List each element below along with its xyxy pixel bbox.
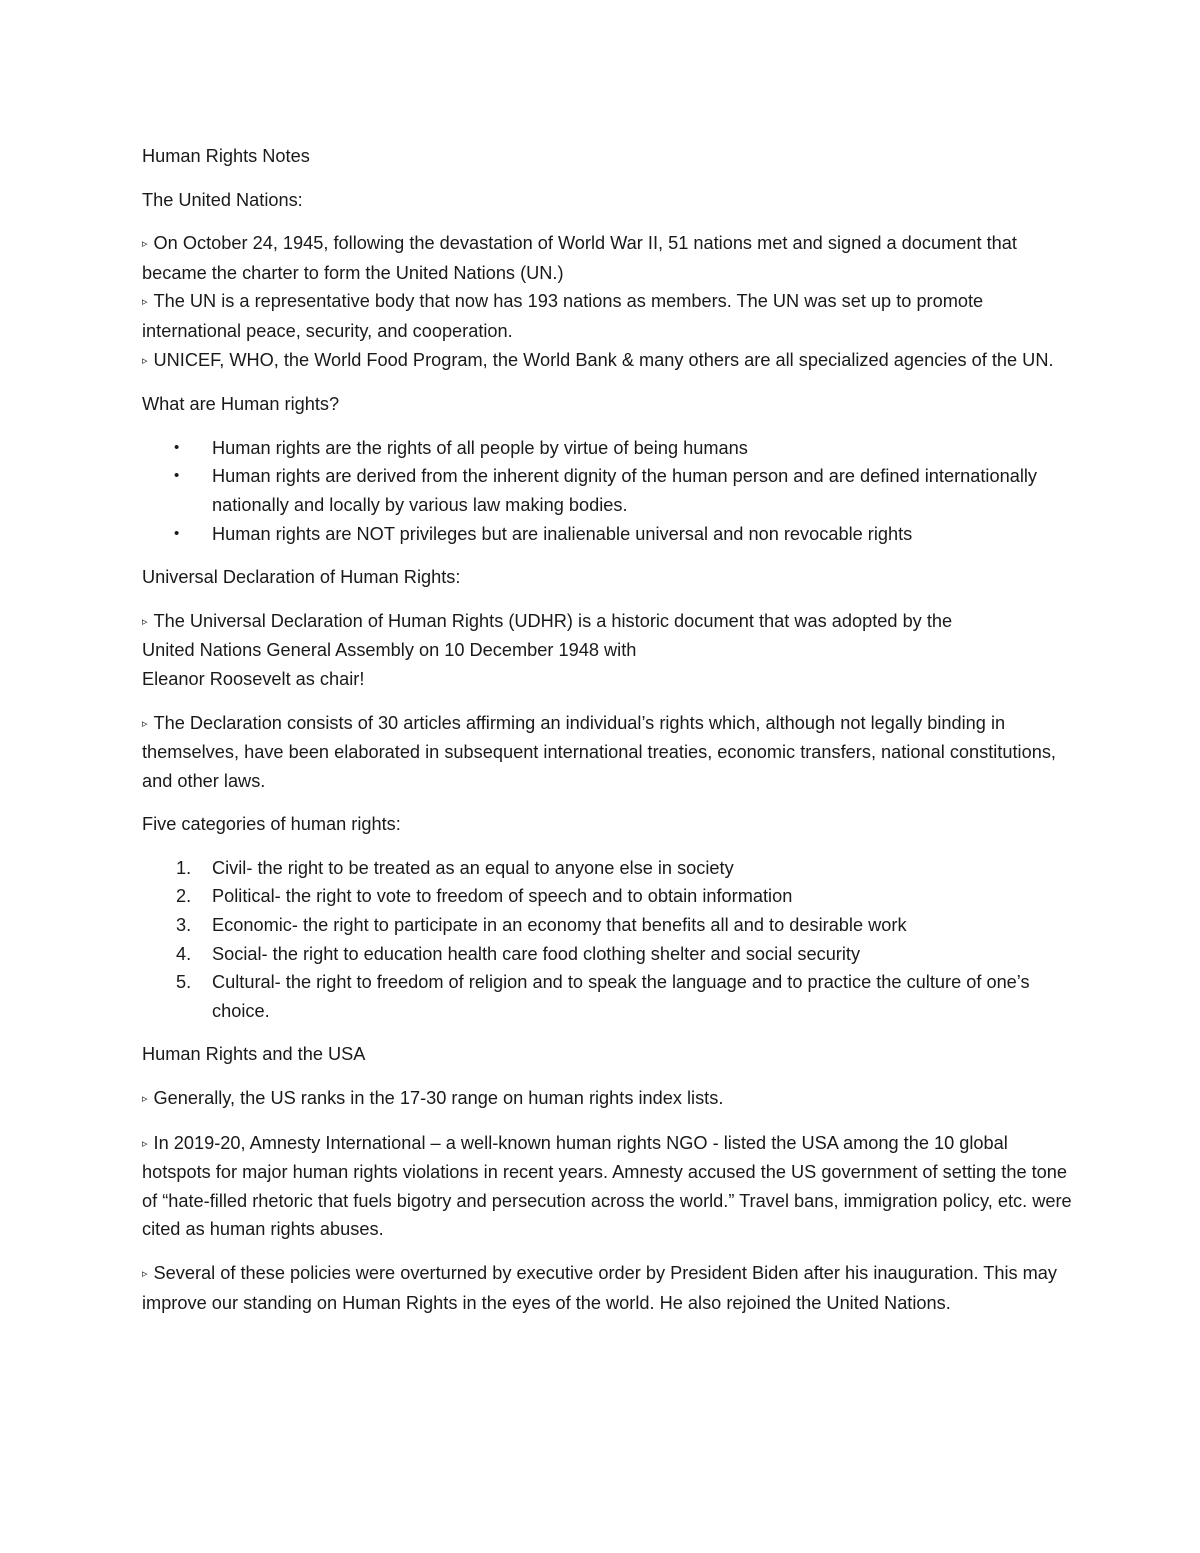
usa-paragraph: ▹ Several of these policies were overturned by executive order by President Biden after his inauguration. This may improve our standing on Human Rights in the eyes of the world. He also rejoined the United Nations.: [142, 1259, 1072, 1317]
triangle-bullet-icon: ▹: [142, 238, 148, 251]
un-point: ▹ On October 24, 1945, following the devastation of World War II, 51 nations met and signed a document that became the charter to form the United Nations (UN.): [142, 229, 1072, 287]
categories-numbered-list: [142, 854, 1072, 1026]
bullet-icon: •: [174, 438, 180, 456]
list-item: 4. Social- the right to education health care food clothing shelter and social security: [176, 943, 861, 964]
triangle-bullet-icon: ▹: [142, 1268, 148, 1280]
bullet-icon: •: [174, 467, 180, 485]
triangle-bullet-icon: ▹: [142, 354, 148, 367]
section-heading-udhr: Universal Declaration of Human Rights:: [142, 567, 461, 588]
triangle-bullet-icon: ▹: [142, 296, 148, 309]
triangle-bullet-icon: ▹: [142, 615, 148, 628]
un-points: [142, 229, 1072, 375]
triangle-bullet-icon: ▹: [142, 717, 148, 730]
bullet-icon: •: [174, 524, 180, 542]
section-heading-un: The United Nations:: [142, 189, 303, 210]
udhr-paragraph-2: ▹ The Declaration consists of 30 articles affirming an individual’s rights which, although not legally binding in themselves, have been elaborated in subsequent international treaties, economic transfers, national constitutions, and other laws.: [142, 709, 1072, 796]
un-point: ▹ UNICEF, WHO, the World Food Program, the World Bank & many others are all specialized agencies of the UN.: [142, 346, 1072, 376]
list-item: 1. Civil- the right to be treated as an equal to anyone else in society: [176, 857, 734, 878]
udhr-paragraph-1: ▹ The Universal Declaration of Human Rights (UDHR) is a historic document that was adopted by the United Nations General Assembly on 10 December 1948 with Eleanor Roosevelt as chair!: [142, 607, 1072, 694]
list-item: 5. Cultural- the right to freedom of religion and to speak the language and to practice the culture of one’s choice.: [176, 972, 1030, 1021]
document-title: Human Rights Notes: [142, 146, 310, 166]
list-item: 2. Political- the right to vote to freedom of speech and to obtain information: [176, 886, 793, 907]
human-rights-bullet-list: [142, 434, 1072, 548]
section-heading-categories: Five categories of human rights:: [142, 814, 401, 835]
list-item: • Human rights are the rights of all people by virtue of being humans: [142, 434, 1072, 463]
un-point: ▹ The UN is a representative body that now has 193 nations as members. The UN was set up to promote international peace, security, and cooperation.: [142, 287, 1072, 345]
usa-paragraph: ▹ Generally, the US ranks in the 17-30 range on human rights index lists.: [142, 1084, 1072, 1114]
triangle-bullet-icon: ▹: [142, 1093, 148, 1106]
list-item: • Human rights are NOT privileges but are inalienable universal and non revocable rights: [142, 520, 1072, 549]
list-item: • Human rights are derived from the inherent dignity of the human person and are defined internationally nationally and locally by various law making bodies.: [142, 462, 1072, 519]
usa-paragraph: ▹ In 2019-20, Amnesty International – a well-known human rights NGO - listed the USA among the 10 global hotspots for major human rights violations in recent years. Amnesty accused the US government of setting the tone of “hate-filled rhetoric that fuels bigotry and persecution across the world.” Travel bans, immigration policy, etc. were cited as human rights abuses.: [142, 1129, 1072, 1244]
document-page: [142, 142, 1072, 1317]
section-heading-usa: Human Rights and the USA: [142, 1044, 366, 1065]
list-item: 3. Economic- the right to participate in an economy that benefits all and to desirable work: [176, 915, 907, 936]
triangle-bullet-icon: ▹: [142, 1137, 148, 1150]
section-heading-what: What are Human rights?: [142, 394, 340, 415]
